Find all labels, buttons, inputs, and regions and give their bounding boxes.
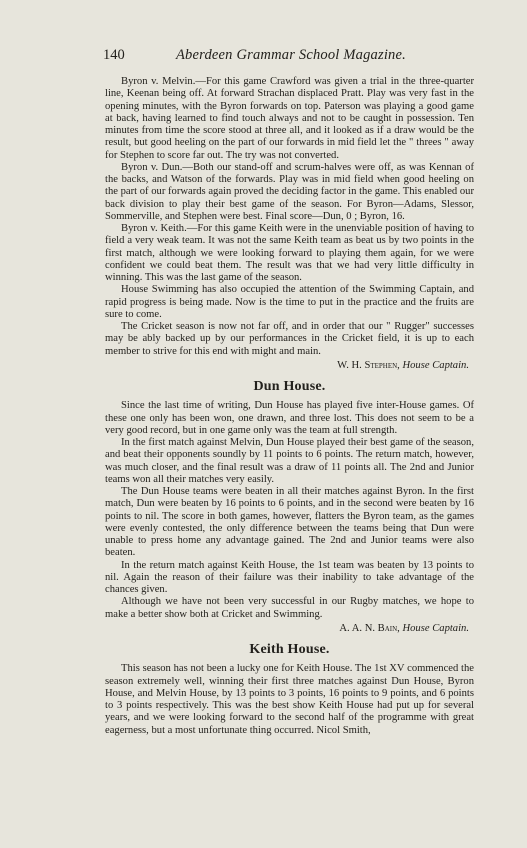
page-header	[103, 47, 423, 67]
paragraph: Since the last time of writing, Dun House has played five inter-House games. Of these one only has been won, one drawn, and three lost. This does not seem to be a very good record, but in one game only was the team at full strength.	[105, 400, 474, 436]
signature-name: A. A. N. Bain,	[339, 622, 400, 634]
running-title: Aberdeen Grammar School Magazine.	[176, 47, 406, 63]
paragraph: This season has not been a lucky one for Keith House. The 1st XV commenced the season extremely well, winning their first three matches against Dun House, Byron House, and Melvin House, by 13 points to 3 points, 16 points to 9 points, and 6 points to 3 points respectively. This was the best show Keith House had put up for several years, and we were looking forward to the second half of the programme with great eagerness, but a most unfortunate thing occurred. Nicol Smith,	[105, 663, 474, 736]
section-heading: Dun House.	[253, 379, 326, 394]
paragraph: Although we have not been very successful in our Rugby matches, we hope to make a better show both at Cricket and Swimming.	[105, 596, 474, 620]
article-body	[105, 76, 474, 737]
paragraph: House Swimming has also occupied the attention of the Swimming Captain, and rapid progress is being made. Now is the time to put in the practice and the fruits are sure to come.	[105, 284, 474, 320]
paragraph: Byron v. Keith.—For this game Keith were in the unenviable position of having to field a very weak team. It was not the same Keith team as beat us by two points in the first match, although we were looking forward to playing them again, for we were confident we could beat them. The result was that we had very little difficulty in winning. This was the last game of the season.	[105, 223, 474, 283]
paragraph: Byron v. Melvin.—For this game Crawford was given a trial in the three-quarter line, Keenan being off. At forward Strachan displaced Pratt. Play was very fast in the opening minutes, with the Byron forwards on top. Paterson was playing a good game at back, having learned to find touch always and not to be caught in possession. Ten minutes from time the score stood at three all, and it looked as if a draw would be the result, but good heeling on the part of our forwards in mid field let the " threes " away for Stephen to score far out. The try was not converted.	[105, 76, 474, 161]
paragraph: In the return match against Keith House, the 1st team was beaten by 13 points to nil. Again the reason of their failure was their inability to take advantage of the chances given.	[105, 559, 474, 595]
signature-role: House Captain.	[402, 622, 469, 634]
page-number: 140	[103, 47, 125, 63]
signature	[105, 360, 474, 372]
paragraph: The Cricket season is now not far off, and in order that our " Rugger" successes may be ably backed up by our performances in the Cricket field, it is up to each member to strive for this end with might and main.	[105, 321, 474, 357]
signature-name: W. H. Stephen,	[337, 359, 400, 371]
dun-house-report	[105, 381, 474, 635]
keith-house-report	[105, 644, 474, 737]
paragraph: The Dun House teams were beaten in all their matches against Byron. In the first match, Dun were beaten by 16 points to 6 points, and in the second were beaten by 16 points to nil. The score in both games, however, flatters the Byron team, as the games were evenly contested, the only difference between the teams being that Dun were unable to press home any advantage gained. The 2nd and Junior teams were also beaten.	[105, 486, 474, 559]
paragraph: In the first match against Melvin, Dun House played their best game of the season, and beat their opponents soundly by 11 points to 6 points. The return match, however, was much closer, and the final result was a draw of 11 points all. The 2nd and Junior teams won all their matches very easily.	[105, 437, 474, 485]
signature	[105, 623, 474, 635]
byron-house-report	[105, 76, 474, 372]
paragraph: Byron v. Dun.—Both our stand-off and scrum-halves were off, as was Kennan of the backs, and Watson of the forwards. Play was in mid field when good heeling on the part of our forwards again proved the deciding factor in the game. This enabled our back division to play their best game of the season. For Byron—Adams, Slessor, Sommerville, and Stephen were best. Final score—Dun, 0 ; Byron, 16.	[105, 161, 474, 222]
signature-role: House Captain.	[402, 359, 469, 371]
section-heading: Keith House.	[249, 642, 330, 657]
